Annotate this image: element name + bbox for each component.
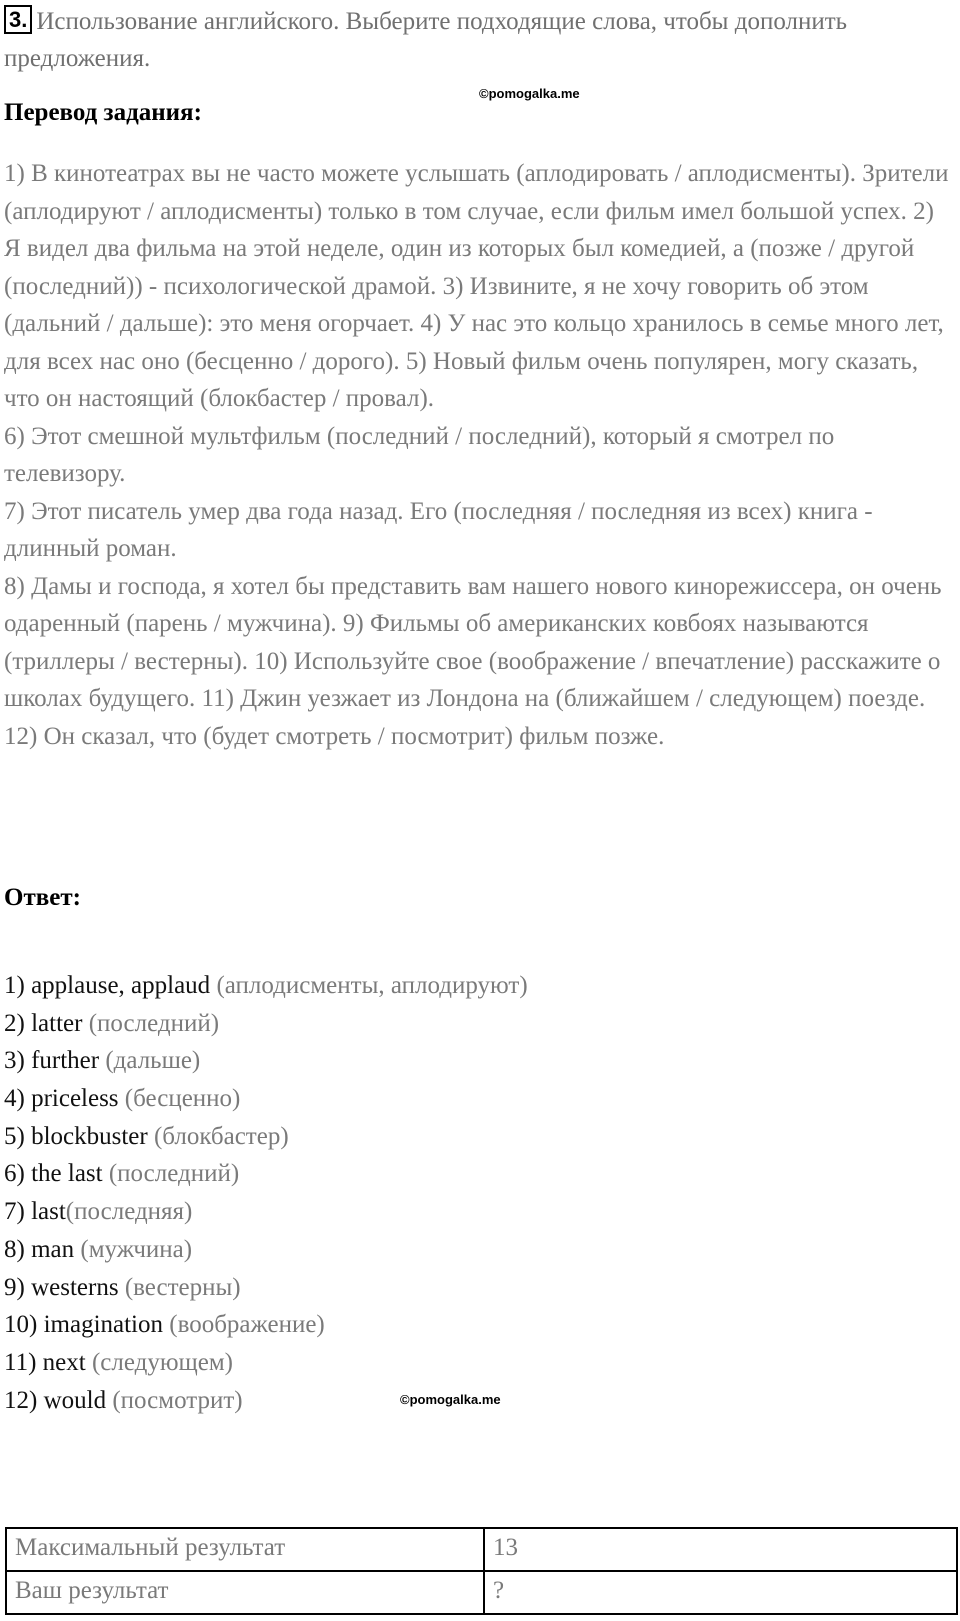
answer-ru: (воображение) [163,1311,325,1339]
answer-item [4,1231,528,1269]
your-result-label: Ваш результат [6,1571,484,1614]
task-header [4,3,944,77]
task-number: 3. [4,5,32,34]
translation-text [4,155,950,755]
answer-heading: Ответ: [4,884,81,911]
watermark-top: ©pomogalka.me [479,86,580,101]
answer-ru: (последний) [82,1009,220,1037]
answer-ru: (мужчина) [74,1235,193,1263]
answer-item [4,1042,528,1080]
answer-ru: (посмотрит) [106,1386,243,1414]
max-result-label: Максимальный результат [6,1528,484,1571]
answer-en: 7) last [4,1198,66,1226]
max-result-value: 13 [484,1528,957,1571]
answer-ru: (вестерны) [118,1273,241,1301]
answer-item [4,1344,528,1382]
answer-ru: (следующем) [85,1348,234,1376]
answer-en: 3) further [4,1047,100,1075]
your-result-value: ? [484,1571,957,1614]
translation-paragraph-3: 7) Этот писатель умер два года назад. Его (последняя / последняя из всех) книга - длинный роман. [4,497,873,562]
answer-item [4,1005,528,1043]
translation-heading: Перевод задания: [4,99,202,126]
answer-item [4,1269,528,1307]
answer-en: 2) latter [4,1009,83,1037]
answer-en: 9) westerns [4,1273,119,1301]
answer-en: 5) blockbuster [4,1122,148,1150]
task-instruction: Использование английского. Выберите подходящие слова, чтобы дополнить предложения. [4,8,848,72]
translation-paragraph-1: 1) В кинотеатрах вы не часто можете услышать (аплодировать / аплодисменты). Зрители (аплодируют / аплодисменты) только в том случае, если фильм имел большой успех. 2) Я видел два фильма на этой неделе, один из которых был комедией, а (позже / другой (последний)) - психологической драмой. 3) Извините, я не хочу говорить об этом (дальний / дальше): это меня огорчает. 4) У нас это кольцо хранилось в семье много лет, для всех нас оно (бесценно / дорого). 5) Новый фильм очень популярен, могу сказать, что он настоящий (блокбастер / провал). [4,160,949,412]
answer-en: 6) the last [4,1160,103,1188]
answer-en: 10) imagination [4,1311,163,1339]
answer-item [4,967,528,1005]
answer-item [4,1118,528,1156]
result-row-yours [6,1571,957,1614]
result-table [5,1527,958,1615]
answer-ru: (блокбастер) [147,1122,289,1150]
answer-en: 4) priceless [4,1085,119,1113]
answer-ru: (дальше) [99,1047,201,1075]
answer-ru: (последняя) [65,1198,193,1226]
translation-paragraph-2: 6) Этот смешной мультфильм (последний / последний), который я смотрел по телевизору. [4,422,835,487]
result-row-max [6,1528,957,1571]
answer-en: 12) would [4,1386,107,1414]
answer-en: 1) applause, applaud [4,972,211,999]
answer-item [4,1080,528,1118]
answer-en: 11) next [4,1348,86,1376]
answer-list [4,967,528,1419]
answer-ru: (последний) [102,1160,240,1188]
answer-ru: (аплодисменты, аплодируют) [210,972,528,999]
answer-item [4,1306,528,1344]
answer-item [4,1155,528,1193]
answer-item [4,1193,528,1231]
translation-paragraph-4: 8) Дамы и господа, я хотел бы представить вам нашего нового кинорежиссера, он очень одаренный (парень / мужчина). 9) Фильмы об американских ковбоях называются (триллеры / вестерны). 10) Используйте свое (воображение / впечатление) расскажите о школах будущего. 11) Джин уезжает из Лондона на (ближайшем / следующем) поезде. 12) Он сказал, что (будет смотреть / посмотрит) фильм позже. [4,572,942,750]
watermark-bottom: ©pomogalka.me [400,1392,501,1407]
answer-en: 8) man [4,1235,75,1263]
answer-ru: (бесценно) [118,1085,241,1113]
